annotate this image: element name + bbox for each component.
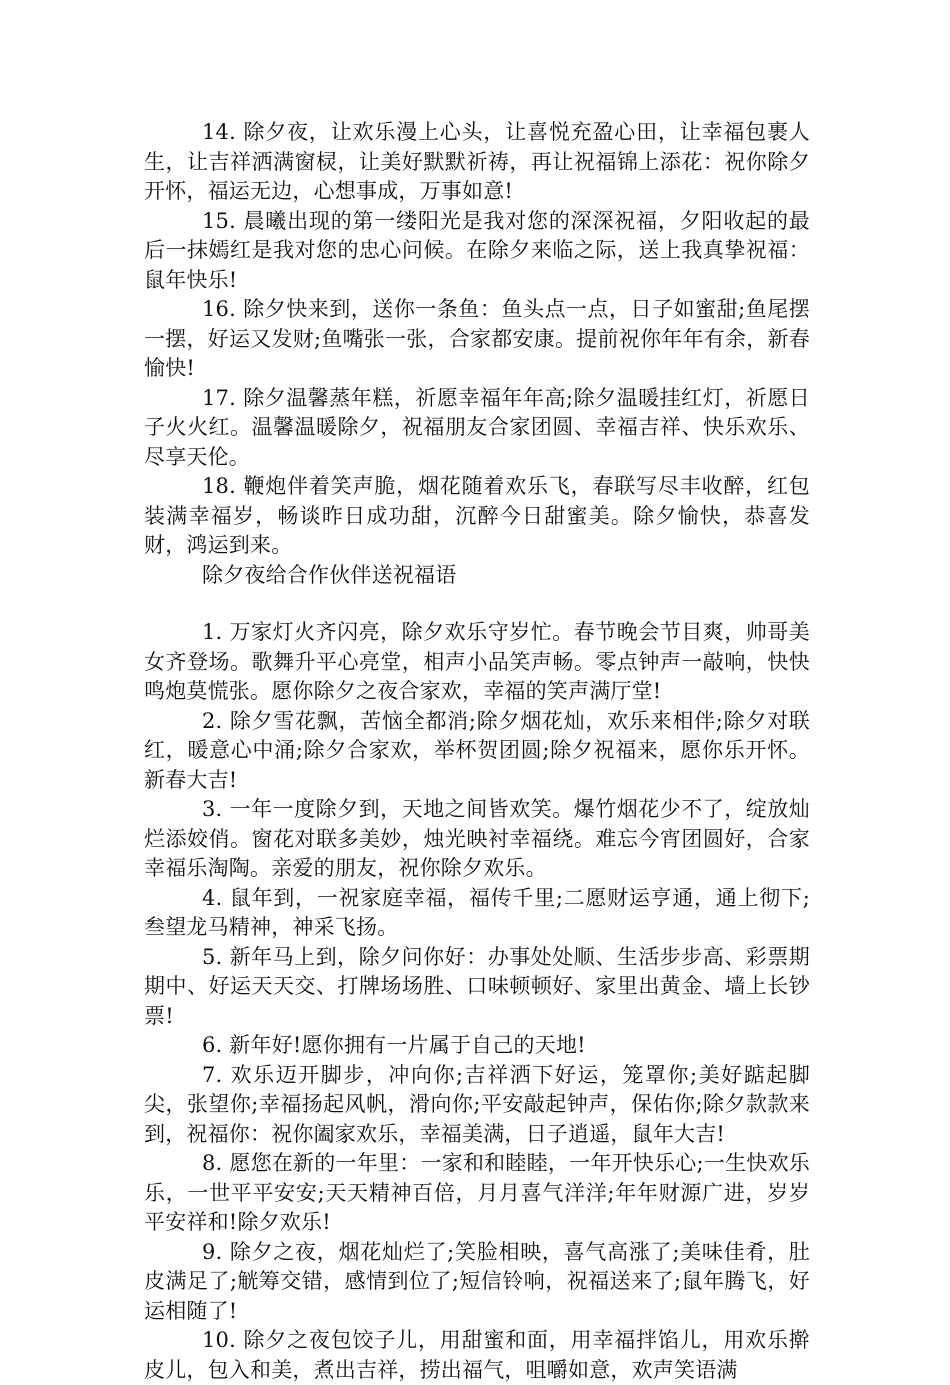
paragraph-9: 9. 除夕之夜，烟花灿烂了;笑脸相映，喜气高涨了;美味佳肴，肚皮满足了;觥筹交错，感情到位了;短信铃响，祝福送来了;鼠年腾飞，好运相随了!	[144, 1239, 810, 1323]
paragraph-5: 5. 新年马上到，除夕问你好：办事处处顺、生活步步高、彩票期期中、好运天天交、打牌场场胜、口味顿顿好、家里出黄金、墙上长钞票!	[144, 944, 810, 1028]
paragraph-2: 2. 除夕雪花飘，苦恼全都消;除夕烟花灿，欢乐来相伴;除夕对联红，暖意心中涌;除夕合家欢，举杯贺团圆;除夕祝福来，愿你乐开怀。新春大吉!	[144, 708, 810, 792]
paragraph-1: 1. 万家灯火齐闪亮，除夕欢乐守岁忙。春节晚会节目爽，帅哥美女齐登场。歌舞升平心亮堂，相声小品笑声畅。零点钟声一敲响，快快鸣炮莫慌张。愿你除夕之夜合家欢，幸福的笑声满厅堂!	[144, 620, 810, 703]
paragraph-17: 17. 除夕温馨蒸年糕，祈愿幸福年年高;除夕温暖挂红灯，祈愿日子火火红。温馨温暖除夕，祝福朋友合家团圆、幸福吉祥、快乐欢乐、尽享天伦。	[144, 385, 810, 469]
document-page	[144, 118, 810, 1385]
section-heading: 除夕夜给合作伙伴送祝福语	[202, 562, 457, 587]
paragraph-16: 16. 除夕快来到，送你一条鱼：鱼头点一点，日子如蜜甜;鱼尾摆一摆，好运又发财;鱼嘴张一张，合家都安康。提前祝你年年有余，新春愉快!	[144, 297, 810, 380]
paragraph-7: 7. 欢乐迈开脚步，冲向你;吉祥洒下好运，笼罩你;美好踮起脚尖，张望你;幸福扬起风帆，滑向你;平安敲起钟声，保佑你;除夕款款来到，祝福你：祝你阖家欢乐，幸福美满，日子逍遥，鼠年大吉!	[144, 1062, 810, 1146]
paragraph-8: 8. 愿您在新的一年里：一家和和睦睦，一年开快乐心;一生快欢乐乐，一世平平安安;天天精神百倍，月月喜气洋洋;年年财源广进，岁岁平安祥和!除夕欢乐!	[144, 1151, 810, 1234]
paragraph-15: 15. 晨曦出现的第一缕阳光是我对您的深深祝福，夕阳收起的最后一抹嫣红是我对您的忠心问候。在除夕来临之际，送上我真挚祝福：鼠年快乐!	[144, 208, 810, 292]
paragraph-14: 14. 除夕夜，让欢乐漫上心头，让喜悦充盈心田，让幸福包裹人生，让吉祥洒满窗棂，让美好默默祈祷，再让祝福锦上添花：祝你除夕开怀，福运无边，心想事成，万事如意!	[144, 120, 810, 203]
wishes-list-part-1	[144, 118, 810, 561]
wishes-list-part-2	[144, 618, 810, 1385]
paragraph-4: 4. 鼠年到，一祝家庭幸福，福传千里;二愿财运亨通，通上彻下;叁望龙马精神，神采飞扬。	[144, 885, 810, 939]
blank-line	[144, 590, 810, 618]
paragraph-3: 3. 一年一度除夕到，天地之间皆欢笑。爆竹烟花少不了，绽放灿烂添姣俏。窗花对联多美妙，烛光映衬幸福绕。难忘今宵团圆好，合家幸福乐淘陶。亲爱的朋友，祝你除夕欢乐。	[144, 797, 810, 880]
paragraph-10: 10. 除夕之夜包饺子儿，用甜蜜和面，用幸福拌馅儿，用欢乐擀皮儿，包入和美，煮出吉祥，捞出福气，咀嚼如意，欢声笑语满	[144, 1328, 810, 1382]
paragraph-18: 18. 鞭炮伴着笑声脆，烟花随着欢乐飞，春联写尽丰收醉，红包装满幸福岁，畅谈昨日成功甜，沉醉今日甜蜜美。除夕愉快，恭喜发财，鸿运到来。	[144, 474, 810, 557]
paragraph-6: 6. 新年好!愿你拥有一片属于自己的天地!	[202, 1033, 586, 1057]
